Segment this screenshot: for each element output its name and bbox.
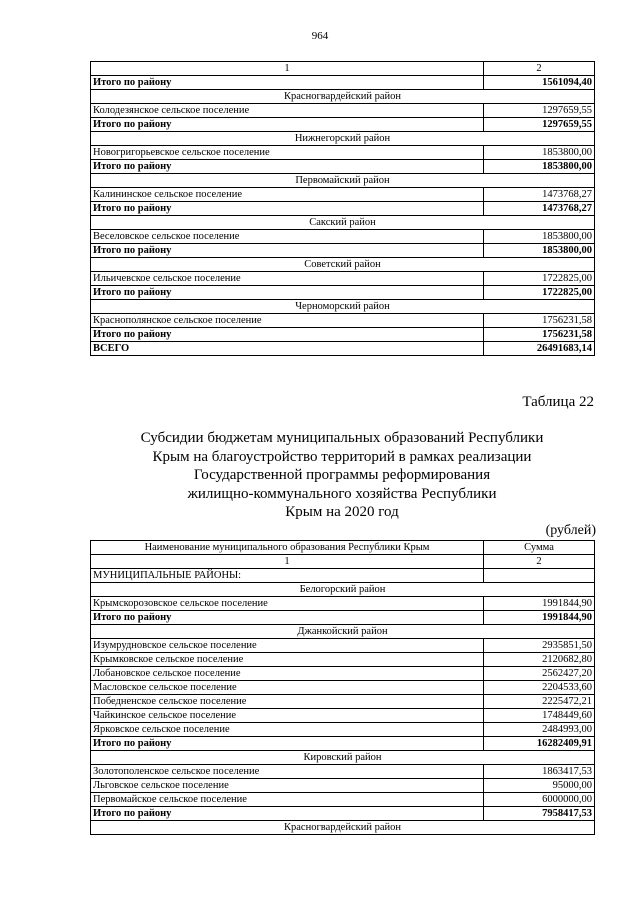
municipality-name: Итого по району [91,328,484,342]
numbering-row [91,555,595,569]
district-header-row [91,821,595,835]
page-number: 964 [311,30,329,42]
total-row [91,286,595,300]
municipality-name: Итого по району [91,611,484,625]
municipality-name: Золотополенское сельское поселение [91,765,484,779]
table-row [91,314,595,328]
municipality-name: Краснополянское сельское поселение [91,314,484,328]
main-subsidy-table [90,540,595,835]
district-name: Нижнегорский район [91,132,595,146]
municipality-name: Крымскорозовское сельское поселение [91,597,484,611]
district-header-row [91,625,595,639]
column-number-2: 2 [484,555,595,569]
amount-cell: 1473768,27 [484,202,595,216]
total-row [91,118,595,132]
district-name: Советский район [91,258,595,272]
table-row [91,104,595,118]
table-label: Таблица 22 [522,394,594,410]
district-header-row [91,90,595,104]
district-header-row [91,258,595,272]
municipality-name: Колодезянское сельское поселение [91,104,484,118]
amount-cell: 2120682,80 [484,653,595,667]
main-table-body [91,541,595,835]
district-header-row [91,751,595,765]
table-row [91,681,595,695]
district-name: Первомайский район [91,174,595,188]
column-number-1: 1 [91,62,484,76]
table-row [91,765,595,779]
district-header-row [91,583,595,597]
amount-cell: 1473768,27 [484,188,595,202]
amount-cell: 6000000,00 [484,793,595,807]
municipality-name: Итого по району [91,118,484,132]
numbering-row [91,62,595,76]
amount-cell: 2562427,20 [484,667,595,681]
municipality-name: Итого по району [91,76,484,90]
district-name: Кировский район [91,751,595,765]
municipality-name: ВСЕГО [91,342,484,356]
amount-cell: 1722825,00 [484,272,595,286]
total-row [91,342,595,356]
amount-cell: 1561094,40 [484,76,595,90]
table-row [91,653,595,667]
header-row [91,541,595,555]
table-row [91,639,595,653]
title-line: Государственной программы реформирования [193,467,491,483]
total-row [91,76,595,90]
municipality-name: Итого по району [91,807,484,821]
municipality-name: Итого по району [91,286,484,300]
district-name: Сакский район [91,216,595,230]
table-row [91,779,595,793]
amount-cell: 16282409,91 [484,737,595,751]
table-row [91,695,595,709]
total-row [91,737,595,751]
total-row [91,244,595,258]
amount-cell: 7958417,53 [484,807,595,821]
amount-cell: 1853800,00 [484,230,595,244]
amount-cell [484,569,595,583]
amount-cell: 1756231,58 [484,328,595,342]
district-name: Белогорский район [91,583,595,597]
amount-cell: 2225472,21 [484,695,595,709]
amount-cell: 1297659,55 [484,118,595,132]
amount-cell: 1991844,90 [484,611,595,625]
amount-cell: 2484993,00 [484,723,595,737]
municipality-name: Первомайское сельское поселение [91,793,484,807]
amount-cell: 1297659,55 [484,104,595,118]
amount-cell: 26491683,14 [484,342,595,356]
total-row [91,807,595,821]
table-row [91,188,595,202]
municipality-name: Итого по району [91,737,484,751]
title-line: Крым на 2020 год [285,504,399,520]
total-row [91,160,595,174]
amount-cell: 95000,00 [484,779,595,793]
total-row [91,328,595,342]
district-header-row [91,174,595,188]
title-line: Субсидии бюджетам муниципальных образований Республики [140,430,544,446]
municipality-name: Калининское сельское поселение [91,188,484,202]
municipality-name: Итого по району [91,160,484,174]
district-header-row [91,132,595,146]
amount-cell: 2204533,60 [484,681,595,695]
table-row [91,272,595,286]
amount-cell: 1853800,00 [484,160,595,174]
district-name: Красногвардейский район [91,90,595,104]
units-label: (рублей) [545,523,596,538]
column-header-name: Наименование муниципального образования Республики Крым [91,541,484,555]
column-header-sum: Сумма [484,541,595,555]
municipality-name: Изумрудновское сельское поселение [91,639,484,653]
amount-cell: 1863417,53 [484,765,595,779]
table-row [91,230,595,244]
table-title [90,429,594,522]
top-table-body [91,62,595,356]
table-row [91,793,595,807]
municipality-name: Веселовское сельское поселение [91,230,484,244]
municipality-name: Льговское сельское поселение [91,779,484,793]
section-row [91,569,595,583]
section-name: МУНИЦИПАЛЬНЫЕ РАЙОНЫ: [91,569,484,583]
column-number-1: 1 [91,555,484,569]
municipality-name: Победненское сельское поселение [91,695,484,709]
table-row [91,709,595,723]
district-name: Джанкойский район [91,625,595,639]
table-row [91,597,595,611]
title-line: жилищно-коммунального хозяйства Республики [187,485,497,502]
municipality-name: Крымковское сельское поселение [91,653,484,667]
municipality-name: Масловское сельское поселение [91,681,484,695]
amount-cell: 1722825,00 [484,286,595,300]
municipality-name: Итого по району [91,244,484,258]
total-row [91,202,595,216]
column-number-2: 2 [484,62,595,76]
amount-cell: 1853800,00 [484,244,595,258]
municipality-name: Новогригорьевское сельское поселение [91,146,484,160]
amount-cell: 1756231,58 [484,314,595,328]
amount-cell: 1853800,00 [484,146,595,160]
district-name: Черноморский район [91,300,595,314]
total-row [91,611,595,625]
municipality-name: Лобановское сельское поселение [91,667,484,681]
top-subsidy-table [90,61,595,356]
table-row [91,667,595,681]
municipality-name: Чайкинское сельское поселение [91,709,484,723]
amount-cell: 1748449,60 [484,709,595,723]
district-name: Красногвардейский район [91,821,595,835]
district-header-row [91,216,595,230]
table-row [91,723,595,737]
municipality-name: Ильичевское сельское поселение [91,272,484,286]
district-header-row [91,300,595,314]
amount-cell: 1991844,90 [484,597,595,611]
municipality-name: Ярковское сельское поселение [91,723,484,737]
table-row [91,146,595,160]
title-line: Крым на благоустройство территорий в рамках реализации [152,448,532,465]
municipality-name: Итого по району [91,202,484,216]
amount-cell: 2935851,50 [484,639,595,653]
